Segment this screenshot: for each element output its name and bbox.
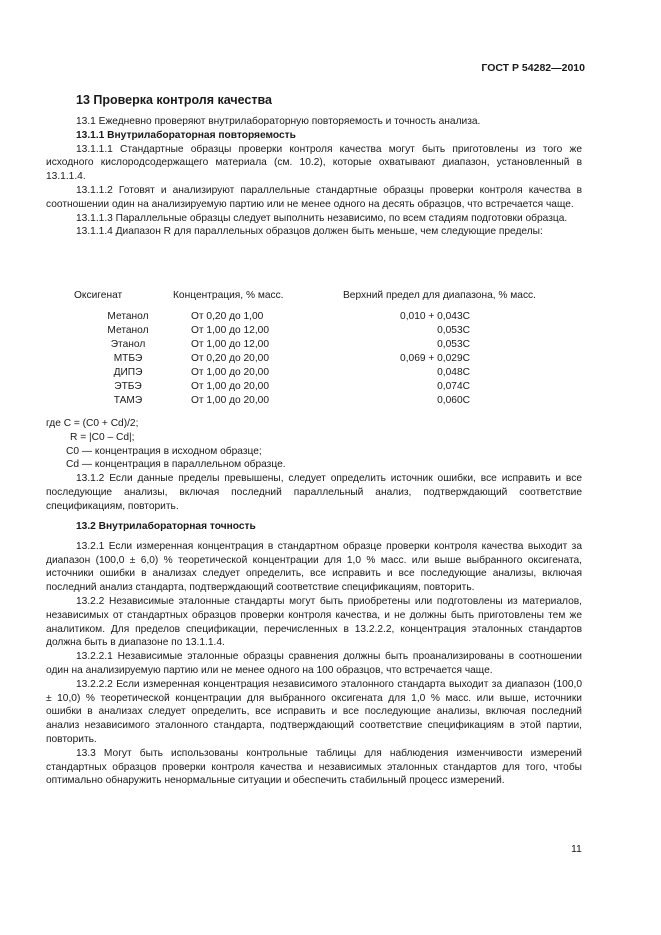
- paragraph: 13.2.2.1 Независимые эталонные образцы сравнения должны быть проанализированы в соотношении один на анализируемую партию или не менее одного на 100 образцов, что встречается чаще.: [46, 651, 582, 676]
- paragraph: 13.1 Ежедневно проверяют внутрилабораторную повторяемость и точность анализа.: [76, 116, 481, 127]
- paragraph: 13.3 Могут быть использованы контрольные таблицы для наблюдения изменчивости измерений стандартных образцов проверки контроля качества и независимых эталонных стандартов для того, чтобы оптимально обнаружить ненормальные ситуации и обеспечить стабильный процесс измерений.: [46, 747, 582, 787]
- cell-oxygenate: МТБЭ: [113, 353, 143, 364]
- cell-upper-limit: 0,053C: [437, 325, 470, 336]
- table-header-oxygenate: Оксигенат: [74, 290, 123, 301]
- cell-concentration: От 1,00 до 12,00: [191, 325, 270, 336]
- table-row: [46, 325, 606, 339]
- cell-concentration: От 1,00 до 20,00: [191, 381, 270, 392]
- table-header-concentration: Концентрация, % масс.: [173, 290, 284, 301]
- paragraph: 13.1.1.3 Параллельные образцы следует выполнить независимо, по всем стадиям подготовки образца.: [76, 212, 568, 224]
- standard-number: ГОСТ Р 54282—2010: [481, 62, 585, 74]
- paragraph: 13.2.2.2 Если измеренная концентрация независимого эталонного стандарта выходит за диапазон (100,0 ± 10,0) % теоретической концентрации для выбранного оксигената для 1,0 % масс. или выше, источники ошибки в анализах следует определить, все исправить и все последующие анализы, включая последний анализ независимого эталонного стандарта, подтверждающий соответствие спецификациям в этой партии, повторить.: [46, 678, 582, 745]
- table-row: [46, 367, 606, 381]
- cell-oxygenate: ЭТБЭ: [114, 381, 142, 392]
- cell-concentration: От 0,20 до 1,00: [191, 311, 264, 322]
- paragraph: 13.2.2 Независимые эталонные стандарты могут быть приобретены или подготовлены из материалов, независимых от стандартных образцов проверки контроля качества, и не должны быть приготовлены тем же аналитиком. Для пределов спецификации, перечисленных в 13.2.2.2, концентрация эталонных стандартов должна быть в диапазоне по 13.1.1.4.: [46, 595, 582, 649]
- paragraph: 13.1.1.2 Готовят и анализируют параллельные стандартные образцы проверки контроля качества в соотношении один на анализируемую партию или не менее одного на десять образцов, что встречается чаще.: [46, 184, 582, 210]
- table-header-upper-limit: Верхний предел для диапазона, % масс.: [343, 290, 536, 301]
- paragraph: 13.1.1.1 Стандартные образцы проверки контроля качества могут быть приготовлены из того же исходного кислородсодержащего материала (см. 10.2), которые охватывают диапазон, установленный в 13.1.1.4.: [46, 143, 582, 183]
- legend-c0: C0 — концентрация в исходном образце;: [66, 445, 262, 457]
- cell-concentration: От 1,00 до 20,00: [191, 367, 270, 378]
- table-row: [46, 339, 606, 353]
- cell-oxygenate: Метанол: [107, 311, 149, 322]
- subsection-heading: 13.2 Внутрилабораторная точность: [76, 521, 256, 532]
- cell-concentration: От 1,00 до 12,00: [191, 339, 270, 350]
- section-13-2-text: [46, 520, 582, 788]
- cell-upper-limit: 0,010 + 0,043C: [400, 311, 470, 322]
- cell-concentration: От 0,20 до 20,00: [191, 353, 270, 364]
- formula-legend: [46, 417, 346, 472]
- cell-upper-limit: 0,053C: [437, 339, 470, 350]
- legend-cd: Cd — концентрация в параллельном образце.: [66, 459, 286, 471]
- cell-oxygenate: Этанол: [110, 339, 146, 350]
- cell-upper-limit: 0,048C: [437, 367, 470, 378]
- paragraph: 13.1.2 Если данные пределы превышены, следует определить источник ошибки, все исправить и все последующие анализы, включая последний параллельный анализ, подтверждающий соответствие спецификациям, повторить.: [46, 473, 582, 512]
- cell-oxygenate: Метанол: [107, 325, 149, 336]
- table-row: [46, 311, 606, 325]
- page-number: 11: [571, 843, 582, 855]
- section-title: 13 Проверка контроля качества: [76, 93, 272, 107]
- cell-upper-limit: 0,074C: [437, 381, 470, 392]
- formula-c: где C = (C0 + Cd)/2;: [46, 418, 139, 429]
- formula-r: R = |C0 – Cd|;: [70, 431, 135, 443]
- cell-upper-limit: 0,060C: [437, 395, 470, 406]
- cell-oxygenate: ТАМЭ: [113, 395, 143, 406]
- paragraph: 13.1.1.4 Диапазон R для параллельных образцов должен быть меньше, чем следующие пределы:: [76, 226, 543, 238]
- paragraph: 13.2.1 Если измеренная концентрация в стандартном образце проверки контроля качества выходит за диапазон (100,0 ± 6,0) % теоретической концентрации для 1,0 % масс. или выше выбранного оксигената, источники ошибки в анализах следует определить, все исправить и все последующие анализы, включая последний анализ стандарта, подтверждающий соответствие спецификациям, повторить.: [46, 540, 582, 594]
- table-row: [46, 381, 606, 395]
- subsection-heading: 13.1.1 Внутрилабораторная повторяемость: [76, 129, 296, 141]
- section-13-1-text: [46, 115, 582, 239]
- section-13-1-2-text: [46, 472, 582, 513]
- cell-concentration: От 1,00 до 20,00: [191, 395, 270, 406]
- table-row: [46, 353, 606, 367]
- table-row: [46, 395, 606, 409]
- cell-upper-limit: 0,069 + 0,029C: [400, 353, 470, 364]
- cell-oxygenate: ДИПЭ: [113, 367, 143, 378]
